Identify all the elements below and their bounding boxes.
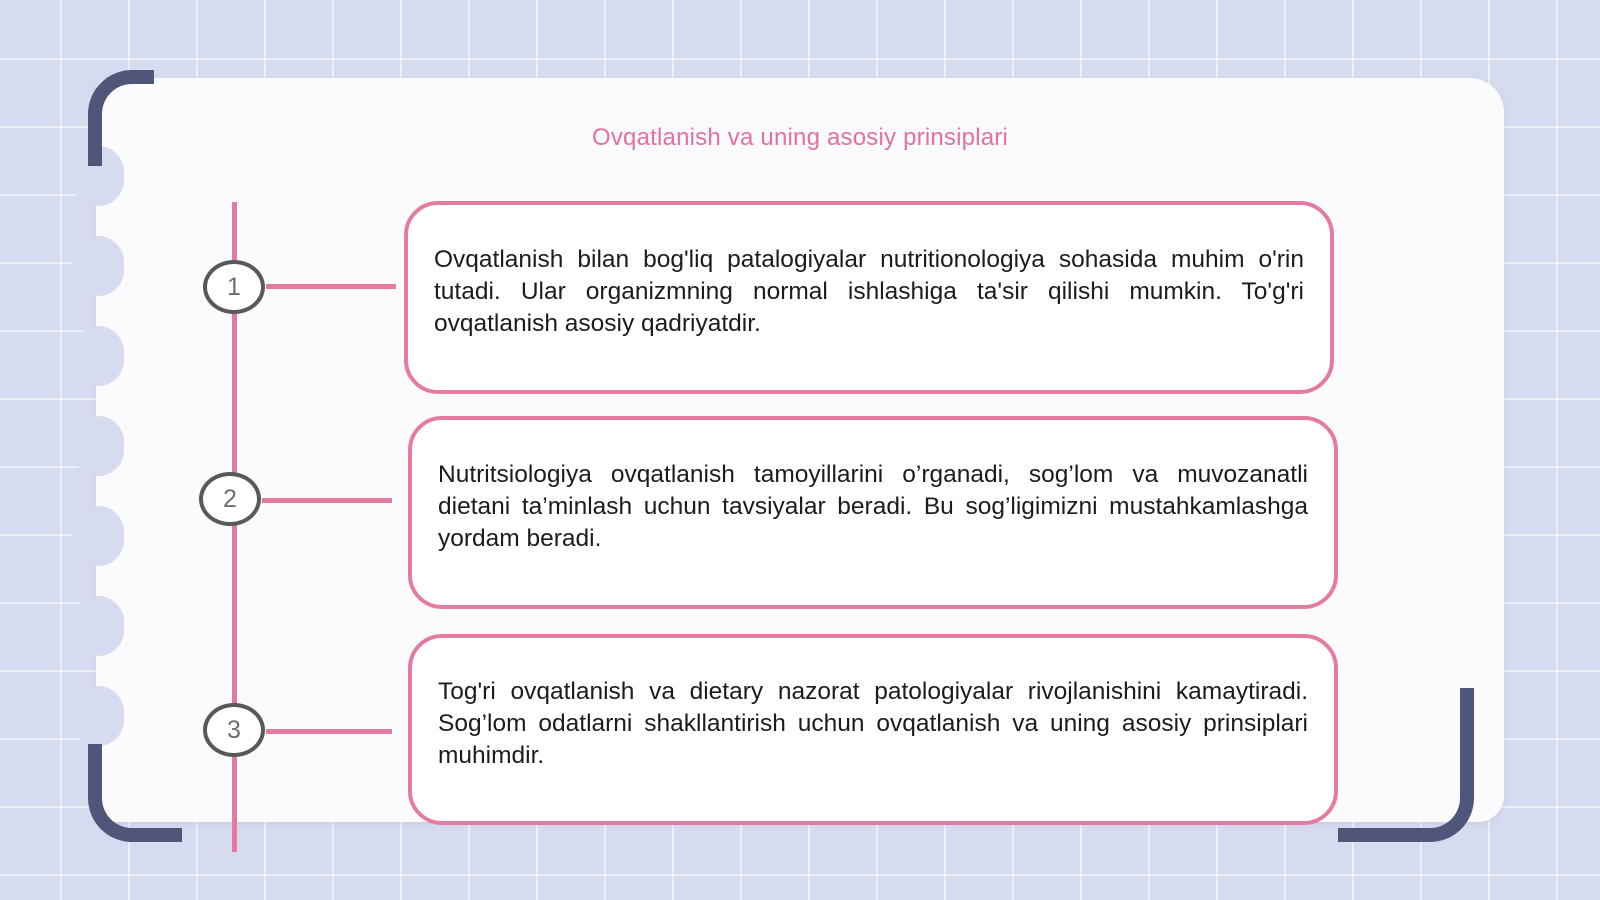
step-text-2: Nutritsiologiya ovqatlanish tamoyillarini o’rganadi, sog’lom va muvozanatli dietani ta’minlash uchun tavsiyalar beradi. Bu sog’ligimizni mustahkamlashga yordam beradi. [438, 460, 1308, 552]
step-card-1 [404, 201, 1334, 394]
timeline-connector-3 [266, 729, 392, 734]
corner-bracket-bottom-left [88, 744, 182, 842]
paper-notch [72, 596, 124, 656]
corner-bracket-bottom-right [1338, 688, 1474, 842]
step-text-3: Tog'ri ovqatlanish va dietary nazorat patologiyalar rivojlanishini kamaytiradi. Sog’lom odatlarni shakllantirish uchun ovqatlanish va uning asosiy prinsiplari muhimdir. [438, 677, 1308, 769]
paper-notch [72, 416, 124, 476]
step-card-2 [408, 416, 1338, 609]
step-card-3 [408, 634, 1338, 825]
paper-notch [72, 326, 124, 386]
paper-notch [72, 686, 124, 746]
step-marker-3: 3 [203, 703, 265, 757]
step-marker-2: 2 [199, 472, 261, 526]
timeline-connector-2 [262, 498, 392, 503]
paper-notch [72, 506, 124, 566]
paper-notch [72, 236, 124, 296]
timeline-connector-1 [266, 284, 396, 289]
step-marker-1: 1 [203, 260, 265, 314]
slide-title: Ovqatlanish va uning asosiy prinsiplari [591, 124, 1008, 151]
step-text-1: Ovqatlanish bilan bog'liq patalogiyalar nutritionologiya sohasida muhim o'rin tutadi. Ular organizmning normal ishlashiga ta'sir qilishi mumkin. To'g'ri ovqatlanish asosiy qadriyatdir. [434, 245, 1304, 337]
